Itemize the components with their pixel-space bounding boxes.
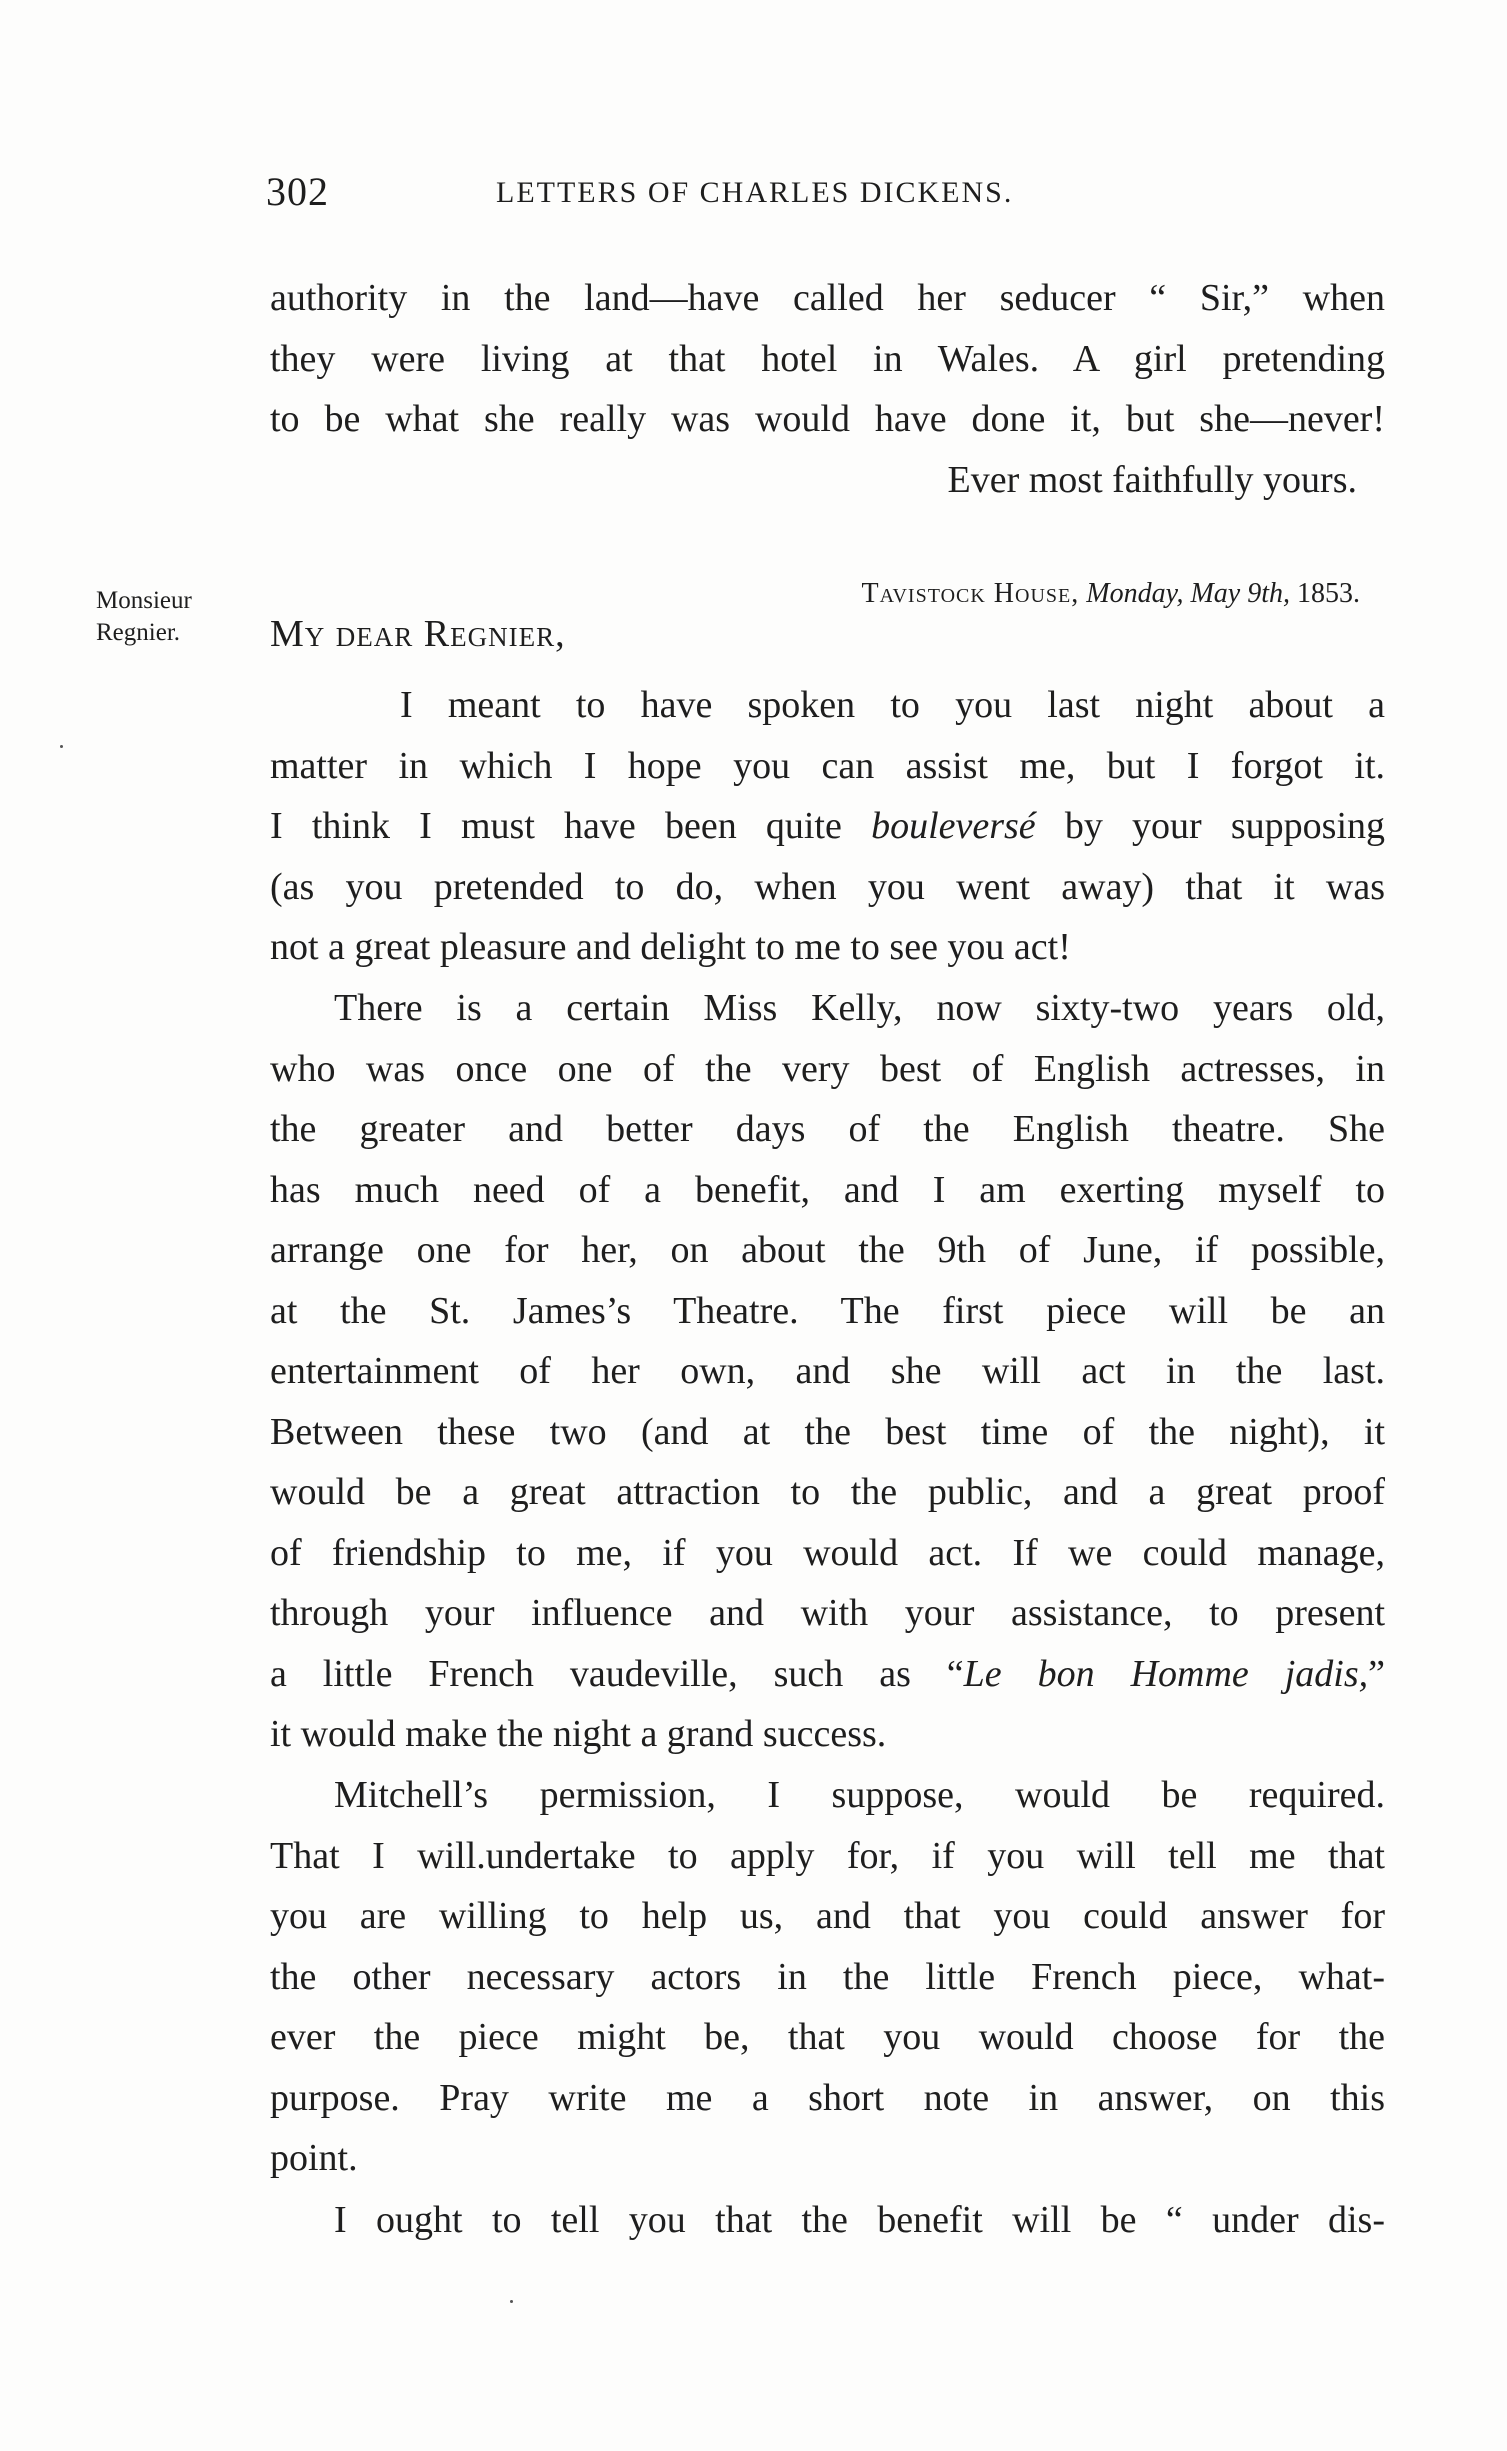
text-line: authority in the land—have called her seducer “ Sir,” when <box>270 277 1385 319</box>
text-line: of friendship to me, if you would act. If we could manage, <box>270 1531 1385 1574</box>
text-line: matter in which I hope you can assist me, but I forgot it. <box>270 744 1385 787</box>
text-segment: ” <box>1368 1652 1385 1695</box>
paragraph-2 <box>270 978 1385 1765</box>
text-line: at the St. James’s Theatre. The first piece will be an <box>270 1289 1385 1332</box>
text-line: the greater and better days of the English theatre. She <box>270 1108 1385 1150</box>
text-segment: by your supposing <box>1064 805 1385 847</box>
italic-word: bouleversé <box>871 805 1036 847</box>
continuation-text <box>270 268 1385 510</box>
text-segment: I think I must have been quite <box>270 805 842 847</box>
text-line: they were living at that hotel in Wales. A girl pretending <box>270 337 1385 380</box>
text-line: would be a great attraction to the public, and a great proof <box>270 1471 1385 1513</box>
text-line: That I will.undertake to apply for, if you will tell me that <box>270 1834 1385 1877</box>
running-head <box>266 168 1391 228</box>
dateline-place: Tavistock House, <box>861 578 1080 609</box>
letter-salutation: My dear Regnier, <box>270 613 566 655</box>
text-line: There is a certain Miss Kelly, now sixty-two years old, <box>334 987 1385 1029</box>
dateline-date: Monday, May 9th, <box>1086 578 1290 609</box>
letter-dateline <box>270 578 1360 610</box>
running-title: LETTERS OF CHARLES DICKENS. <box>496 176 1014 209</box>
text-line: (as you pretended to do, when you went away) that it was <box>270 865 1385 908</box>
text-line: purpose. Pray write me a short note in answer, on this <box>270 2076 1385 2119</box>
text-segment: a little French vaudeville, such as “ <box>270 1652 964 1695</box>
scan-speck <box>510 2300 513 2303</box>
paragraph-3 <box>270 1765 1385 2189</box>
text-line <box>270 796 1385 857</box>
text-line: ever the piece might be, that you would choose for the <box>270 2016 1385 2058</box>
text-line: has much need of a benefit, and I am exerting myself to <box>270 1168 1385 1211</box>
text-line: point. <box>270 2137 358 2179</box>
scan-speck <box>60 745 63 748</box>
text-line: I meant to have spoken to you last night about a <box>400 684 1385 726</box>
text-line: to be what she really was would have done it, but she—never! <box>270 398 1385 440</box>
page-number: 302 <box>266 169 329 214</box>
text-line: it would make the night a grand success. <box>270 1713 887 1755</box>
text-line: Mitchell’s permission, I suppose, would be required. <box>334 1774 1385 1816</box>
dateline-year: 1853. <box>1297 578 1360 609</box>
margin-note-line: Monsieur <box>96 587 192 614</box>
text-line: Between these two (and at the best time of the night), it <box>270 1410 1385 1453</box>
text-line: the other necessary actors in the little French piece, what- <box>270 1955 1385 1998</box>
text-line: arrange one for her, on about the 9th of June, if possible, <box>270 1229 1385 1271</box>
margin-note <box>96 585 266 649</box>
text-line: who was once one of the very best of English actresses, in <box>270 1047 1385 1090</box>
text-line: you are willing to help us, and that you could answer for <box>270 1895 1385 1937</box>
italic-title: Le bon Homme jadis, <box>963 1652 1369 1695</box>
text-line: through your influence and with your assistance, to present <box>270 1592 1385 1634</box>
text-line: I ought to tell you that the benefit will be “ under dis- <box>334 2199 1385 2241</box>
text-line: entertainment of her own, and she will act in the last. <box>270 1350 1385 1392</box>
paragraph-1 <box>270 675 1385 978</box>
letter-closing: Ever most faithfully yours. <box>947 458 1357 501</box>
text-line <box>270 1644 1385 1705</box>
margin-note-line: Regnier. <box>96 619 181 646</box>
paragraph-4 <box>270 2190 1385 2251</box>
text-line: not a great pleasure and delight to me to see you act! <box>270 926 1071 968</box>
